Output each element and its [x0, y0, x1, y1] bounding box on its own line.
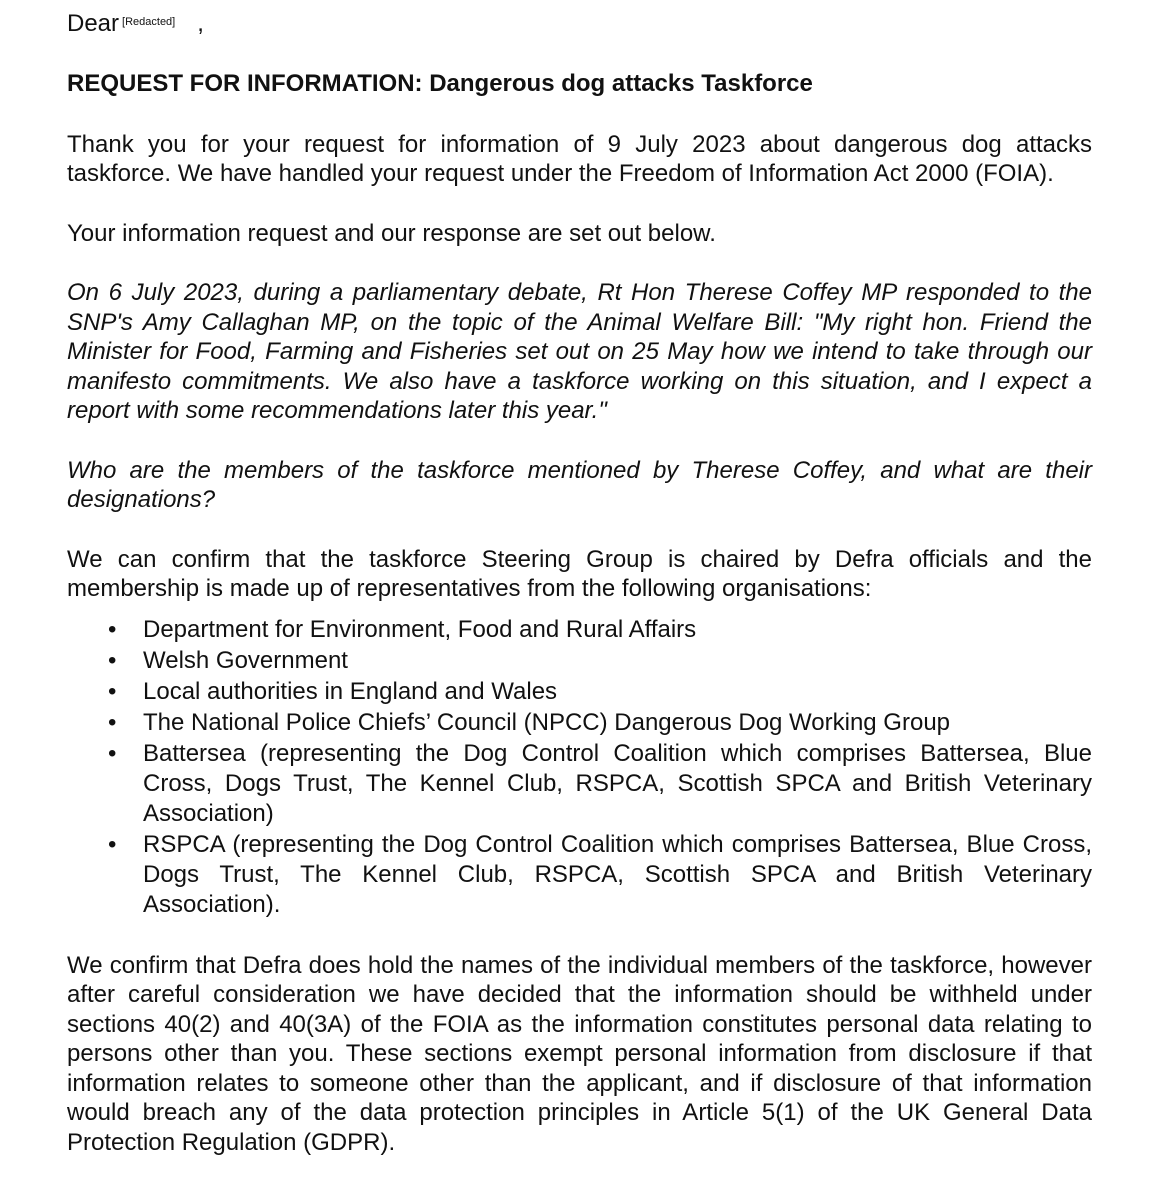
request-quote: On 6 July 2023, during a parliamentary debate, Rt Hon Therese Coffey MP responded to the SNP's Amy Callaghan MP, on the topic of the Animal Welfare Bill: "My right hon. Friend the Minister for Food, Farming and Fisheries set out on 25 May how we intend to take through our manifesto commitments. We also have a taskforce working on this situation, and I expect a report with some recommendations later this year." [67, 279, 1092, 424]
list-item [67, 677, 1092, 707]
bullet-icon: • [108, 739, 117, 767]
list-item [67, 830, 1092, 920]
letter-heading: REQUEST FOR INFORMATION: Dangerous dog attacks Taskforce [67, 70, 813, 97]
withholding-paragraph: We confirm that Defra does hold the names of the individual members of the taskforce, however after careful consideration we have decided that the information should be withheld under sections 40(2) and 40(3A) of the FOIA as the information constitutes personal data relating to persons other than you. These sections exempt personal information from disclosure if that information relates to someone other than the applicant, and if disclosure of that information would breach any of the data protection principles in Article 5(1) of the UK General Data Protection Regulation (GDPR). [67, 951, 1092, 1156]
organisation-name: Welsh Government [143, 646, 348, 674]
list-item [67, 739, 1092, 829]
bullet-icon: • [108, 615, 117, 643]
confirm-paragraph: We can confirm that the taskforce Steering Group is chaired by Defra officials and the membership is made up of representatives from the following organisations: [67, 545, 1092, 602]
organisation-name: Battersea (representing the Dog Control Coalition which comprises Battersea, Blue Cross, Dogs Trust, The Kennel Club, RSPCA, Scottish SPCA and British Veterinary Association) [143, 739, 1092, 827]
organisation-name: Local authorities in England and Wales [143, 677, 558, 705]
set-out-paragraph: Your information request and our response are set out below. [67, 219, 716, 247]
bullet-icon: • [108, 677, 117, 705]
redacted-tag: [Redacted] [122, 16, 176, 28]
list-item [67, 615, 1092, 645]
request-question: Who are the members of the taskforce mentioned by Therese Coffey, and what are their designations? [67, 456, 1092, 513]
organisation-list [67, 615, 1092, 920]
salutation: Dear [67, 10, 120, 37]
organisation-name: The National Police Chiefs’ Council (NPCC) Dangerous Dog Working Group [143, 708, 951, 736]
bullet-icon: • [108, 708, 117, 736]
list-item [67, 708, 1092, 738]
organisation-name: RSPCA (representing the Dog Control Coalition which comprises Battersea, Blue Cross, Dogs Trust, The Kennel Club, RSPCA, Scottish SPCA and British Veterinary Association). [143, 830, 1092, 918]
bullet-icon: • [108, 830, 117, 858]
intro-paragraph: Thank you for your request for information of 9 July 2023 about dangerous dog attacks taskforce. We have handled your request under the Freedom of Information Act 2000 (FOIA). [67, 130, 1092, 187]
salutation-line [67, 7, 1092, 39]
organisation-name: Department for Environment, Food and Rural Affairs [143, 615, 697, 643]
list-item [67, 646, 1092, 676]
bullet-icon: • [108, 646, 117, 674]
letter-page [67, 7, 1092, 1157]
salutation-comma: , [197, 10, 204, 37]
